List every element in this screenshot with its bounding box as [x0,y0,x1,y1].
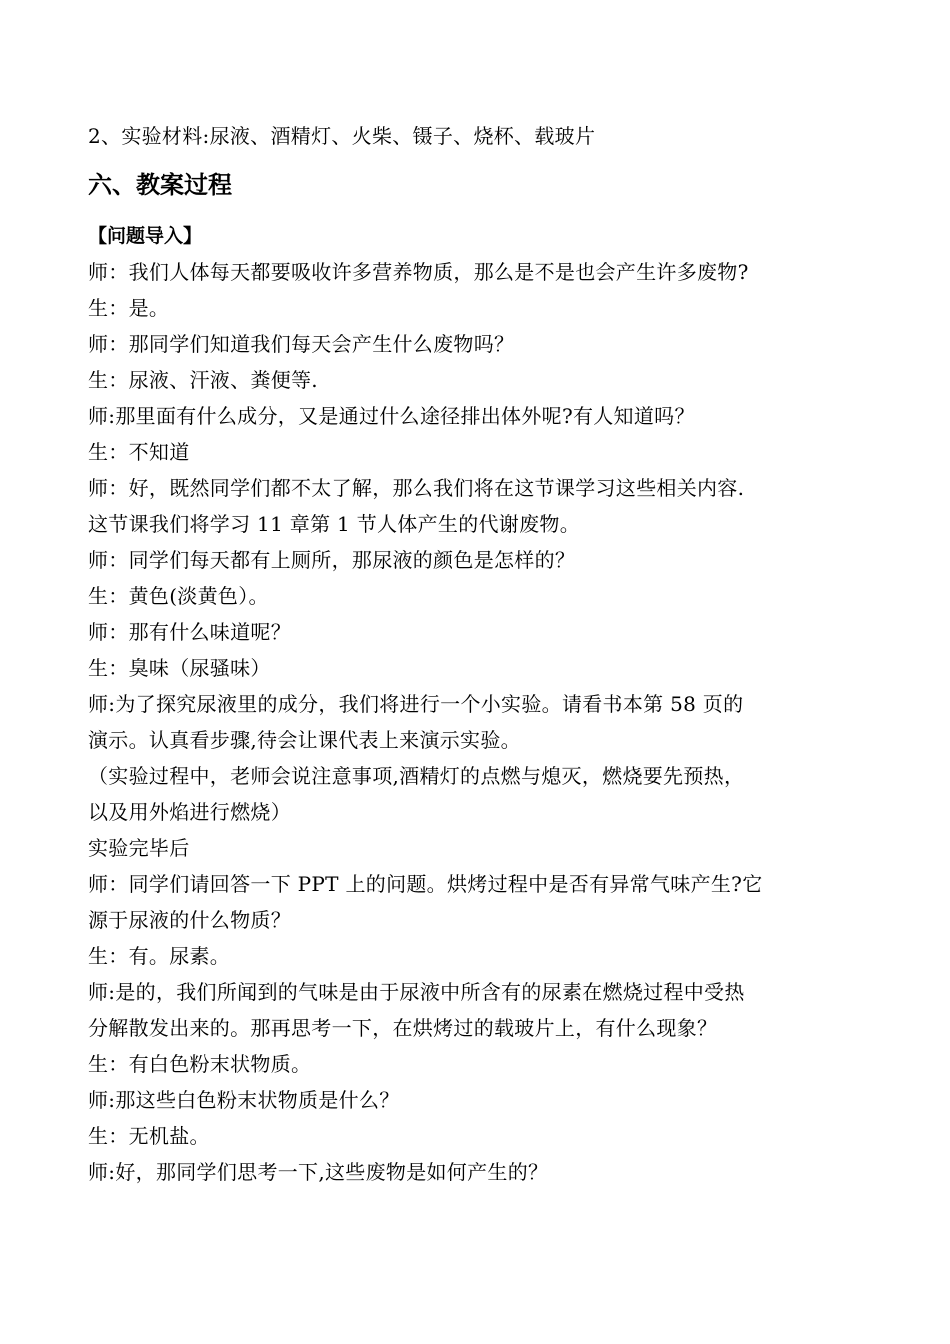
text-line: 以及用外焰进行燃烧） [88,800,291,824]
text-line: 生：有。尿素。 [88,944,231,968]
text-line: 师：好，既然同学们都不太了解，那么我们将在这节课学习这些相关内容. [88,476,745,500]
text-line: （实验过程中，老师会说注意事项,酒精灯的点燃与熄灭，燃烧要先预热， [88,764,745,788]
section-heading: 六、教案过程 [88,171,232,199]
text-line: 师：我们人体每天都要吸收许多营养物质，那么是不是也会产生许多废物? [88,260,749,284]
text-line: 师：那同学们知道我们每天会产生什么废物吗？ [88,332,515,356]
text-line: 生：尿液、汗液、粪便等. [88,368,318,392]
text-line: 演示。认真看步骤,待会让课代表上来演示实验。 [88,728,521,752]
text-line: 生：是。 [88,296,170,320]
text-line: 这节课我们将学习 11 章第 1 节人体产生的代谢废物。 [88,512,581,536]
materials-line: 2、实验材料:尿液、酒精灯、火柴、镊子、烧杯、载玻片 [88,124,596,148]
text-line: 分解散发出来的。那再思考一下，在烘烤过的载玻片上，有什么现象？ [88,1016,718,1040]
text-line: 生：不知道 [88,440,190,464]
text-line: 师：同学们每天都有上厕所，那尿液的颜色是怎样的？ [88,548,576,572]
text-line: 师:那里面有什么成分，又是通过什么途径排出体外呢?有人知道吗？ [88,404,695,428]
text-line: 源于尿液的什么物质？ [88,908,291,932]
text-line: 师:为了探究尿液里的成分，我们将进行一个小实验。请看书本第 58 页的 [88,692,744,716]
text-line: 实验完毕后 [88,836,190,860]
text-line: 生：有白色粉末状物质。 [88,1052,312,1076]
text-line: 生：黄色(淡黄色）。 [88,584,269,608]
text-line: 师:好，那同学们思考一下,这些废物是如何产生的？ [88,1160,549,1184]
text-line: 师：同学们请回答一下 PPT 上的问题。烘烤过程中是否有异常气味产生?它 [88,872,763,896]
sub-heading: 【问题导入】 [88,225,203,247]
text-line: 生：无机盐。 [88,1124,210,1148]
text-line: 师：那有什么味道呢？ [88,620,291,644]
text-line: 师:是的，我们所闻到的气味是由于尿液中所含有的尿素在燃烧过程中受热 [88,980,745,1004]
text-line: 师:那这些白色粉末状物质是什么？ [88,1088,400,1112]
text-line: 生：臭味（尿骚味） [88,656,271,680]
